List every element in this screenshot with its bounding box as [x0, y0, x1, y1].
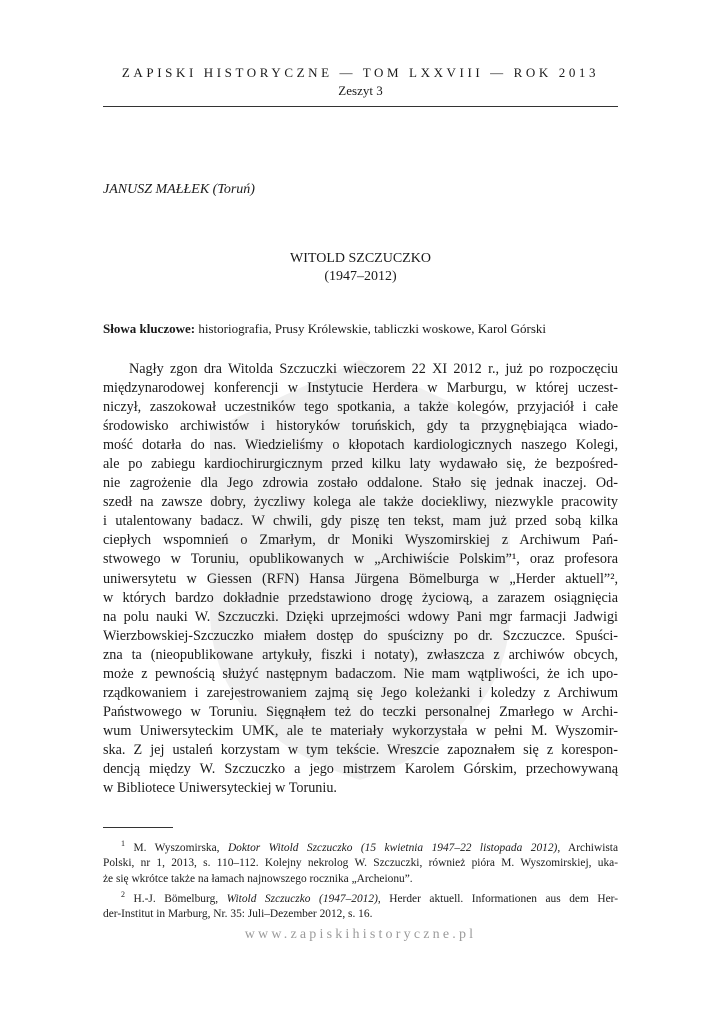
- keywords-label: Słowa kluczowe:: [103, 321, 196, 336]
- body-line: Wierzbowskiej-Szczuczko miałem dostęp do spuścizny po dr. Szczuczce. Spuści-: [103, 627, 618, 644]
- body-line: zna ta (nieopublikowane artykuły, fiszki i notaty), zwłaszcza z archiwów obcych,: [103, 646, 618, 663]
- body-line: nie zagrożenie dla Jego zdrowia zostało oddalone. Stało się jednak inaczej. Od-: [103, 475, 618, 492]
- footnote-text: H.-J. Bömelburg,: [125, 892, 227, 905]
- footnote-title: Witold Szczuczko (1947–2012): [226, 892, 378, 905]
- body-line: międzynarodowej konferencji w Instytucie Herdera w Marburgu, w której uczest-: [103, 380, 618, 397]
- body-line: w których bardzo dokładnie przedstawiono drogę życiową, a zarazem osiągnięcia: [103, 589, 618, 606]
- body-line: Nagły zgon dra Witolda Szczuczki wieczorem 22 XI 2012 r., już po rozpoczęciu: [129, 361, 618, 377]
- footnote-marker: 2: [121, 890, 125, 900]
- journal-title: ZAPISKI HISTORYCZNE — TOM LXXVIII — ROK 2013: [121, 65, 600, 80]
- keywords-text: historiografia, Prusy Królewskie, tabliczki woskowe, Karol Górski: [195, 321, 547, 336]
- body-line: środowisko archiwistów i historyków toruńskich, gdy ta przygnębiająca wiado-: [103, 418, 618, 435]
- body-line: stwowego w Toruniu, opublikowanych w „Archiwiście Polskim”¹, oraz profesora: [103, 551, 618, 568]
- body-line: mość dotarła do nas. Wiedzieliśmy o kłopotach kardiologicznych naszego Kolegi,: [103, 437, 618, 454]
- website-footer: www.zapiskihistoryczne.pl: [244, 927, 477, 942]
- keywords: [103, 321, 618, 337]
- footnote-title: Doktor Witold Szczuczko (15 kwietnia 1947–22 listopada 2012): [227, 841, 558, 854]
- body-line: w Bibliotece Uniwersyteckiej w Toruniu.: [103, 780, 337, 797]
- title-name: WITOLD SZCZUCZKO: [290, 251, 431, 266]
- body-line: Państwowego w Toruniu. Sięgnąłem też do teczki personalnej Zmarłego w Archi-: [103, 703, 618, 720]
- footnote-divider: [103, 827, 173, 828]
- body-line: wum Uniwersyteckim UMK, ale te materiały wykorzystała w pełni M. Wyszomir-: [103, 722, 618, 739]
- footnote-2-line: [103, 887, 618, 907]
- body-line: niczył, zaszokował uczestników tego spotkania, a także kolegów, przyjaciół i całe: [103, 399, 618, 416]
- footnote-1-line: że się wkrótce także na łamach najnowszego rocznika „Archeionu”.: [103, 872, 413, 885]
- author-name: JANUSZ MAŁŁEK (Toruń): [103, 182, 255, 197]
- footnote-text: , Archiwista: [557, 841, 619, 854]
- body-line: uniwersytetu w Giessen (RFN) Hansa Jürgena Bömelburga w „Herder aktuell”²,: [103, 570, 618, 587]
- article-title: [103, 250, 618, 286]
- title-years: (1947–2012): [324, 269, 397, 284]
- article-body: [103, 360, 618, 798]
- footnote-text: , Herder aktuell. Informationen aus dem Her-: [377, 892, 618, 905]
- body-line: rządkowaniem i zarejestrowaniem zajmą się Jego koleżanki i koledzy z Archiwum: [103, 684, 618, 701]
- footnote-1-line: [103, 836, 618, 856]
- header-divider: [103, 106, 618, 107]
- body-line: ska. Z jej ustaleń korzystam w tym tekście. Wreszcie zapoznałem się z korespon-: [103, 741, 618, 758]
- footnote-2-line: der-Institut in Marburg, Nr. 35: Juli–Dezember 2012, s. 16.: [103, 908, 373, 921]
- body-line: szedł na zawsze dobry, życzliwy kolega ale także dociekliwy, niezwykle pracowity: [103, 494, 618, 511]
- footnotes: [103, 836, 618, 923]
- body-line: dencją między W. Szczuczko a jego mistrzem Karolem Górskim, przechowywaną: [103, 760, 618, 777]
- footnote-1-line: Polski, nr 1, 2013, s. 110–112. Kolejny nekrolog W. Szczuczki, również pióra M. Wyszomirskiej, uka-: [103, 857, 618, 870]
- body-line: może z pewnością służyć następnym badaczom. Nie mam wątpliwości, że ich upo-: [103, 665, 618, 682]
- body-line: ale po zabiegu kardiochirurgicznym przed kilku laty wydawało się, że bezpośred-: [103, 456, 618, 473]
- footnote-text: M. Wyszomirska,: [125, 841, 228, 854]
- running-header: [103, 64, 618, 100]
- body-line: na polu nauki W. Szczuczki. Dzięki uprzejmości wdowy Pani mgr farmacji Jadwigi: [103, 608, 618, 625]
- body-line: i utalentowany badacz. W chwili, gdy piszę ten tekst, mam już przed sobą kilka: [103, 513, 618, 530]
- footnote-marker: 1: [121, 839, 125, 848]
- body-line: ciepłych wspomnień o Zmarłym, dr Moniki Wyszomirskiej z Archiwum Pań-: [103, 532, 618, 549]
- issue-number: Zeszyt 3: [338, 83, 383, 98]
